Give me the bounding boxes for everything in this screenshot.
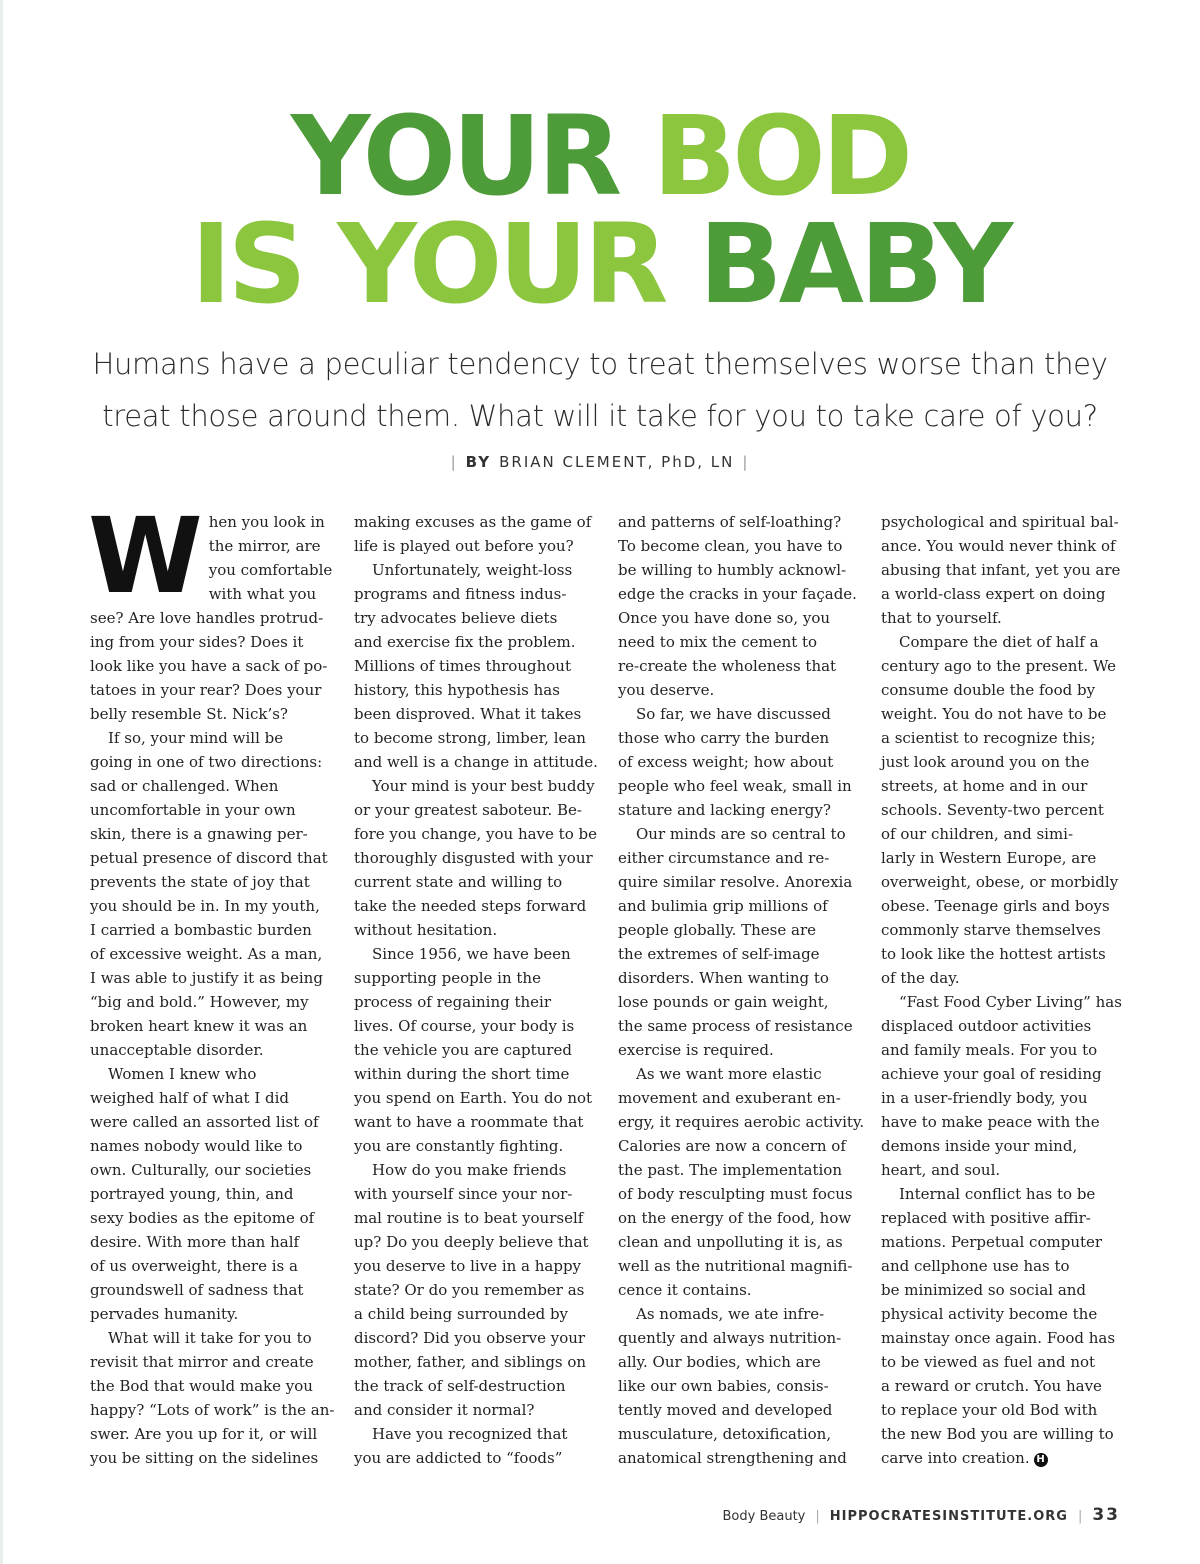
text-line: want to have a roommate that [354, 1113, 584, 1131]
text-line: Millions of times throughout [354, 657, 571, 675]
title-word-baby: BABY [698, 200, 1010, 328]
text-line: unacceptable disorder. [90, 1041, 264, 1059]
text-line: within during the short time [354, 1065, 570, 1083]
text-line: without hesitation. [354, 921, 498, 939]
text-line: names nobody would like to [90, 1137, 303, 1155]
text-line: To become clean, you have to [618, 537, 843, 555]
title-word-is: IS [190, 200, 303, 328]
byline-divider: | [450, 453, 458, 471]
title-word-your: YOUR [290, 92, 619, 220]
text-line: mal routine is to beat yourself [354, 1209, 584, 1227]
text-line: replaced with positive affir- [881, 1209, 1091, 1227]
text-line: prevents the state of joy that [90, 873, 310, 891]
text-line: larly in Western Europe, are [881, 849, 1097, 867]
text-line: sad or challenged. When [90, 777, 279, 795]
text-line: were called an assorted list of [90, 1113, 319, 1131]
text-line: of our children, and simi- [881, 825, 1074, 843]
paragraph [618, 1062, 863, 1302]
article-column-2 [354, 510, 599, 1470]
text-line: process of regaining their [354, 993, 552, 1011]
paragraph [618, 702, 863, 822]
text-line: demons inside your mind, [881, 1137, 1078, 1155]
text-line: of excess weight; how about [618, 753, 834, 771]
text-line: musculature, detoxification, [618, 1425, 832, 1443]
text-line: you are addicted to “foods” [354, 1449, 563, 1467]
page-footer [723, 1505, 1121, 1525]
article-column-1 [88, 495, 335, 1470]
text-line: disorders. When wanting to [618, 969, 829, 987]
paragraph [618, 510, 863, 702]
text-line: well as the nutritional magnifi- [618, 1257, 853, 1275]
text-line: up? Do you deeply believe that [354, 1233, 589, 1251]
paragraph [881, 630, 1126, 990]
text-line: fore you change, you have to be [354, 825, 597, 843]
text-line: either circumstance and re- [618, 849, 830, 867]
text-line: Have you recognized that [372, 1425, 568, 1443]
text-line: How do you make friends [372, 1161, 567, 1179]
byline-author: BRIAN CLEMENT, PhD, LN [499, 453, 735, 471]
column-2-text [354, 510, 599, 1470]
text-line: Unfortunately, weight-loss [372, 561, 573, 579]
text-line: and exercise fix the problem. [354, 633, 576, 651]
text-line: century ago to the present. We [881, 657, 1117, 675]
text-line: quently and always nutrition- [618, 1329, 842, 1347]
text-line: Since 1956, we have been [372, 945, 571, 963]
text-line: portrayed young, thin, and [90, 1185, 294, 1203]
article-column-4 [881, 510, 1126, 1470]
text-line: thoroughly disgusted with your [354, 849, 593, 867]
text-line: to replace your old Bod with [881, 1401, 1098, 1419]
text-line: Compare the diet of half a [899, 633, 1099, 651]
text-line: pervades humanity. [90, 1305, 239, 1323]
text-line: abusing that infant, yet you are [881, 561, 1121, 579]
text-line: you deserve to live in a happy [354, 1257, 582, 1275]
column-3-text [618, 510, 863, 1470]
paragraph [354, 774, 599, 942]
text-line: Women I knew who [108, 1065, 257, 1083]
paragraph [618, 1302, 863, 1470]
text-line: or your greatest saboteur. Be- [354, 801, 582, 819]
title-line-1 [0, 92, 1200, 220]
text-line: making excuses as the game of [354, 513, 592, 531]
text-line: with yourself since your nor- [354, 1185, 573, 1203]
text-line: tently moved and developed [618, 1401, 833, 1419]
text-line: streets, at home and in our [881, 777, 1088, 795]
paragraph [618, 822, 863, 1062]
paragraph [354, 558, 599, 774]
drop-cap: W [88, 495, 203, 617]
text-line: sexy bodies as the epitome of [90, 1209, 315, 1227]
text-line: cence it contains. [618, 1281, 752, 1299]
text-line: of the day. [881, 969, 960, 987]
text-line: the past. The implementation [618, 1161, 842, 1179]
text-line: So far, we have discussed [636, 705, 831, 723]
end-mark-icon: H [1034, 1453, 1048, 1467]
text-line: need to mix the cement to [618, 633, 818, 651]
text-line: ing from your sides? Does it [90, 633, 304, 651]
text-line: obese. Teenage girls and boys [881, 897, 1110, 915]
text-line: and patterns of self-loathing? [618, 513, 842, 531]
text-line: ally. Our bodies, which are [618, 1353, 821, 1371]
text-line: ergy, it requires aerobic activity. [618, 1113, 865, 1131]
text-line: be minimized so social and [881, 1281, 1087, 1299]
text-line: re-create the wholeness that [618, 657, 837, 675]
footer-divider: | [1077, 1509, 1083, 1524]
text-line: groundswell of sadness that [90, 1281, 304, 1299]
text-line: and consider it normal? [354, 1401, 535, 1419]
text-line: heart, and soul. [881, 1161, 1001, 1179]
column-1-text [88, 495, 335, 1470]
text-line: belly resemble St. Nick’s? [90, 705, 288, 723]
text-line: the same process of resistance [618, 1017, 853, 1035]
text-line: try advocates believe diets [354, 609, 558, 627]
text-line: on the energy of the food, how [618, 1209, 852, 1227]
text-line: petual presence of discord that [90, 849, 328, 867]
article-column-3 [618, 510, 863, 1470]
text-line: you should be in. In my youth, [90, 897, 320, 915]
text-line: revisit that mirror and create [90, 1353, 314, 1371]
text-line: a scientist to recognize this; [881, 729, 1096, 747]
title-word-your-2: YOUR [337, 200, 665, 328]
text-line: happy? “Lots of work” is the an- [90, 1401, 335, 1419]
byline [0, 453, 1200, 471]
text-line: see? Are love handles protrud- [90, 609, 324, 627]
text-line: “Fast Food Cyber Living” has [899, 993, 1122, 1011]
text-line: a reward or crutch. You have [881, 1377, 1102, 1395]
paragraph [354, 1158, 599, 1422]
text-line: physical activity become the [881, 1305, 1098, 1323]
text-line: with what you [208, 585, 317, 603]
paragraph [354, 1422, 599, 1470]
text-line: exercise is required. [618, 1041, 774, 1059]
text-line: you comfortable [208, 561, 333, 579]
text-line: current state and willing to [354, 873, 563, 891]
article-title [0, 92, 1200, 328]
text-line: uncomfortable in your own [90, 801, 296, 819]
text-line: desire. With more than half [90, 1233, 300, 1251]
text-line: you be sitting on the sidelines [90, 1449, 319, 1467]
text-line: look like you have a sack of po- [90, 657, 328, 675]
footer-section: Body Beauty [722, 1509, 806, 1524]
article-subtitle [60, 338, 1140, 442]
text-line: Calories are now a concern of [618, 1137, 846, 1155]
text-line: consume double the food by [881, 681, 1096, 699]
text-line: stature and lacking energy? [618, 801, 831, 819]
text-line: Internal conflict has to be [899, 1185, 1096, 1203]
text-line: overweight, obese, or morbidly [881, 873, 1119, 891]
text-line: to become strong, limber, lean [354, 729, 586, 747]
text-line: discord? Did you observe your [354, 1329, 586, 1347]
text-line: life is played out before you? [354, 537, 574, 555]
text-line: psychological and spiritual bal- [881, 513, 1119, 531]
text-line: and family meals. For you to [881, 1041, 1098, 1059]
text-line: programs and fitness indus- [354, 585, 567, 603]
column-4-text [881, 510, 1126, 1470]
footer-divider: | [815, 1509, 820, 1524]
text-line: you are constantly fighting. [354, 1137, 564, 1155]
paragraph [90, 1326, 335, 1470]
text-line: As nomads, we ate infre- [636, 1305, 825, 1323]
text-line: Your mind is your best buddy [372, 777, 595, 795]
text-line: displaced outdoor activities [881, 1017, 1092, 1035]
text-line: been disproved. What it takes [354, 705, 582, 723]
text-line: you deserve. [618, 681, 715, 699]
text-line: carve into creation. H [881, 1446, 1126, 1470]
text-line: those who carry the burden [618, 729, 830, 747]
text-line: to look like the hottest artists [881, 945, 1106, 963]
text-line: people who feel weak, small in [618, 777, 852, 795]
text-line: Once you have done so, you [618, 609, 831, 627]
text-line: history, this hypothesis has [354, 681, 560, 699]
paragraph [881, 990, 1126, 1182]
text-line: state? Or do you remember as [354, 1281, 585, 1299]
subtitle-line-2: treat those around them. What will it take for you to take care of you? [102, 399, 1098, 433]
text-line: the vehicle you are captured [354, 1041, 572, 1059]
text-line: movement and exuberant en- [618, 1089, 841, 1107]
text-line: supporting people in the [354, 969, 541, 987]
text-line: skin, there is a gnawing per- [90, 825, 308, 843]
byline-by: BY [465, 453, 492, 471]
text-line: take the needed steps forward [354, 897, 587, 915]
text-line: schools. Seventy-two percent [881, 801, 1104, 819]
text-line: and well is a change in attitude. [354, 753, 598, 771]
subtitle-line-1: Humans have a peculiar tendency to treat themselves worse than they [92, 347, 1108, 381]
paragraph [881, 1182, 1126, 1470]
paragraph [90, 726, 335, 1062]
text-line: broken heart knew it was an [90, 1017, 308, 1035]
text-line: be willing to humbly acknowl- [618, 561, 847, 579]
text-line: clean and unpolluting it is, as [618, 1233, 843, 1251]
text-line: the new Bod you are willing to [881, 1425, 1114, 1443]
text-line: and cellphone use has to [881, 1257, 1070, 1275]
text-line: “big and bold.” However, my [90, 993, 309, 1011]
text-line: of excessive weight. As a man, [90, 945, 323, 963]
text-line: weighed half of what I did [90, 1089, 290, 1107]
text-line: If so, your mind will be [108, 729, 284, 747]
paragraph [90, 1062, 335, 1326]
text-line: just look around you on the [881, 753, 1090, 771]
text-line: the mirror, are [208, 537, 321, 555]
paragraph [354, 510, 599, 558]
text-line: going in one of two directions: [90, 753, 323, 771]
text-line: achieve your goal of residing [881, 1065, 1102, 1083]
text-line: ance. You would never think of [881, 537, 1116, 555]
text-line: mations. Perpetual computer [881, 1233, 1103, 1251]
text-line: like our own babies, consis- [618, 1377, 829, 1395]
text-line: of us overweight, there is a [90, 1257, 298, 1275]
text-line: the track of self-destruction [354, 1377, 566, 1395]
title-word-bod: BOD [652, 92, 910, 220]
byline-divider: | [742, 453, 750, 471]
text-line: weight. You do not have to be [881, 705, 1107, 723]
text-line: and bulimia grip millions of [618, 897, 828, 915]
text-line: lives. Of course, your body is [354, 1017, 575, 1035]
text-line: commonly starve themselves [881, 921, 1101, 939]
text-line: mainstay once again. Food has [881, 1329, 1116, 1347]
title-line-2 [0, 200, 1200, 328]
paragraph [881, 510, 1126, 630]
text-line: hen you look in [208, 513, 325, 531]
text-line: own. Culturally, our societies [90, 1161, 312, 1179]
text-line: have to make peace with the [881, 1113, 1100, 1131]
text-line: to be viewed as fuel and not [881, 1353, 1096, 1371]
text-line: that to yourself. [881, 609, 1002, 627]
footer-site: HIPPOCRATESINSTITUTE.ORG [829, 1509, 1068, 1524]
text-line: tatoes in your rear? Does your [90, 681, 322, 699]
text-line: the Bod that would make you [90, 1377, 313, 1395]
text-line: I was able to justify it as being [90, 969, 323, 987]
paragraph [354, 942, 599, 1158]
text-line: you spend on Earth. You do not [354, 1089, 593, 1107]
page-number: 33 [1092, 1505, 1120, 1525]
text-line: people globally. These are [618, 921, 817, 939]
text-line: a child being surrounded by [354, 1305, 569, 1323]
text-line: the extremes of self-image [618, 945, 820, 963]
text-line: I carried a bombastic burden [90, 921, 312, 939]
text-line: quire similar resolve. Anorexia [618, 873, 853, 891]
text-line: in a user-friendly body, you [881, 1089, 1088, 1107]
text-line: swer. Are you up for it, or will [90, 1425, 318, 1443]
text-line: What will it take for you to [108, 1329, 312, 1347]
text-line: lose pounds or gain weight, [618, 993, 829, 1011]
text-line: Our minds are so central to [636, 825, 846, 843]
text-line: As we want more elastic [636, 1065, 822, 1083]
text-line: of body resculpting must focus [618, 1185, 853, 1203]
text-line: mother, father, and siblings on [354, 1353, 587, 1371]
text-line: a world-class expert on doing [881, 585, 1106, 603]
text-line: anatomical strengthening and [618, 1449, 847, 1467]
text-line: edge the cracks in your façade. [618, 585, 857, 603]
